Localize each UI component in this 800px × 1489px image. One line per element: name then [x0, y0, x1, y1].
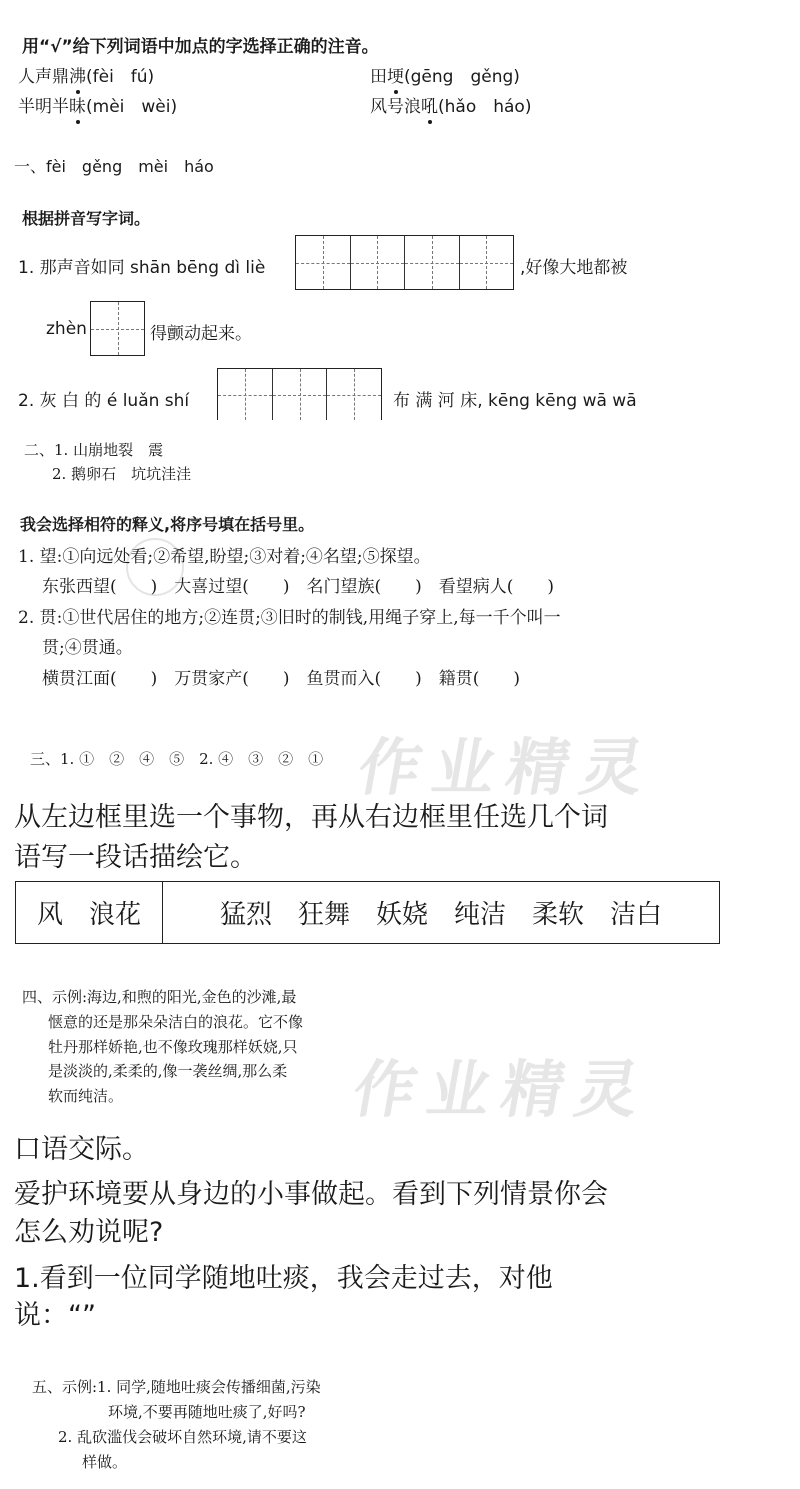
writing-cell[interactable] [459, 236, 514, 289]
writing-cell[interactable] [296, 236, 350, 289]
section2-q1-line2-suffix: 得颤动起来。 [150, 324, 252, 344]
watermark-text: 作业精灵 [347, 1053, 657, 1126]
word-box: 猛烈 狂舞 妖娆 纯洁 柔软 洁白 [219, 900, 662, 930]
section4-answer-line: 四、示例:海边,和煦的阳光,金色的沙滩,最 [22, 988, 297, 1006]
word-choice-table [15, 881, 720, 944]
section3-q2-words: 横贯江面( ) 万贯家产( ) 鱼贯而入( ) 籍贯( ) [42, 669, 521, 689]
section4-answer-line: 惬意的还是那朵朵洁白的浪花。它不像 [48, 1013, 304, 1031]
item-prefix: 风号浪 [370, 97, 421, 117]
section1-answer: 一、fèi gěng mèi háo [14, 157, 214, 176]
item-prefix: 田 [370, 67, 387, 87]
section5-answer-line: 2. 乱砍滥伐会破坏自然环境,请不要这 [58, 1428, 307, 1446]
section5-instruction-1: 爱护环境要从身边的小事做起。看到下列情景你会 [14, 1179, 608, 1210]
phonetic-item-4 [370, 92, 531, 117]
writing-cell[interactable] [404, 236, 459, 289]
section3-q1-definition: 1. 望:①向远处看;②希望,盼望;③对着;④名望;⑤探望。 [18, 547, 431, 567]
dotted-char: 吼 [421, 92, 438, 117]
subject-box: 风 浪花 [16, 882, 163, 943]
section3-q1-words: 东张西望( ) 大喜过望( ) 名门望族( ) 看望病人( ) [42, 577, 555, 597]
section5-answer-line: 样做。 [82, 1453, 128, 1471]
section5-answer-line: 五、示例:1. 同学,随地吐痰会传播细菌,污染 [32, 1378, 321, 1396]
section4-instruction-1: 从左边框里选一个事物，再从右边框里任选几个词 [14, 802, 608, 833]
writing-cell[interactable] [218, 369, 272, 420]
writing-grid-4[interactable] [295, 235, 514, 290]
section3-answer: 三、1. ① ② ④ ⑤ 2. ④ ③ ② ① [30, 750, 324, 768]
section5-title: 口语交际。 [14, 1134, 149, 1165]
phonetic-item-1 [18, 62, 154, 87]
pinyin-options: (hǎo háo) [438, 97, 532, 117]
section3-q2-definition-1: 2. 贯:①世代居住的地方;②连贯;③旧时的制钱,用绳子穿上,每一千个叫一 [18, 608, 561, 628]
section5-instruction-2: 怎么劝说呢? [14, 1217, 164, 1248]
section5-q1-line2: 说：“” [14, 1300, 96, 1331]
item-prefix: 半明半 [18, 97, 69, 117]
section3-instruction: 我会选择相符的释义,将序号填在括号里。 [20, 515, 315, 534]
section4-answer-line: 是淡淡的,柔柔的,像一袭丝绸,那么柔 [48, 1062, 288, 1080]
section2-q1-line2-prefix: zhèn [46, 319, 87, 339]
section3-q2-definition-2: 贯;④贯通。 [42, 638, 133, 658]
writing-cell[interactable] [91, 302, 144, 355]
section4-answer-line: 牡丹那样娇艳,也不像玫瑰那样妖娆,只 [48, 1038, 298, 1056]
pinyin-options: (mèi wèi) [86, 97, 178, 117]
section2-answer-1: 二、1. 山崩地裂 震 [24, 441, 164, 459]
section2-answer-2: 2. 鹅卵石 坑坑洼洼 [52, 465, 192, 483]
section1-instruction: 用“√”给下列词语中加点的字选择正确的注音。 [22, 37, 379, 57]
pinyin-options: (fèi fú) [86, 67, 155, 87]
dotted-char: 沸 [69, 62, 86, 87]
section2-instruction: 根据拼音写字词。 [22, 209, 151, 228]
section2-q1-suffix: ,好像大地都被 [520, 258, 628, 278]
section2-q1-prefix: 1. 那声音如同 shān bēng dì liè [18, 258, 266, 278]
pinyin-options: (gēng gěng) [404, 67, 520, 87]
watermark-text: 作业精灵 [352, 731, 662, 804]
section5-q1-line1: 1.看到一位同学随地吐痰，我会走过去，对他 [14, 1263, 553, 1294]
section4-answer-line: 软而纯洁。 [48, 1087, 124, 1105]
writing-grid-3[interactable] [217, 368, 382, 420]
writing-cell[interactable] [326, 369, 381, 420]
section5-answer-line: 环境,不要再随地吐痰了,好吗? [108, 1403, 306, 1421]
dotted-char: 昧 [69, 92, 86, 117]
section4-instruction-2: 语写一段话描绘它。 [14, 842, 257, 873]
phonetic-item-2 [370, 62, 520, 87]
writing-cell[interactable] [350, 236, 405, 289]
dotted-char: 埂 [387, 62, 404, 87]
phonetic-item-3 [18, 92, 177, 117]
section2-q2-suffix: 布 满 河 床, kēng kēng wā wā [393, 391, 637, 411]
item-prefix: 人声鼎 [18, 67, 69, 87]
section2-q2-prefix: 2. 灰 白 的 é luǎn shí [18, 391, 190, 411]
writing-grid-1[interactable] [90, 301, 145, 356]
writing-cell[interactable] [272, 369, 327, 420]
